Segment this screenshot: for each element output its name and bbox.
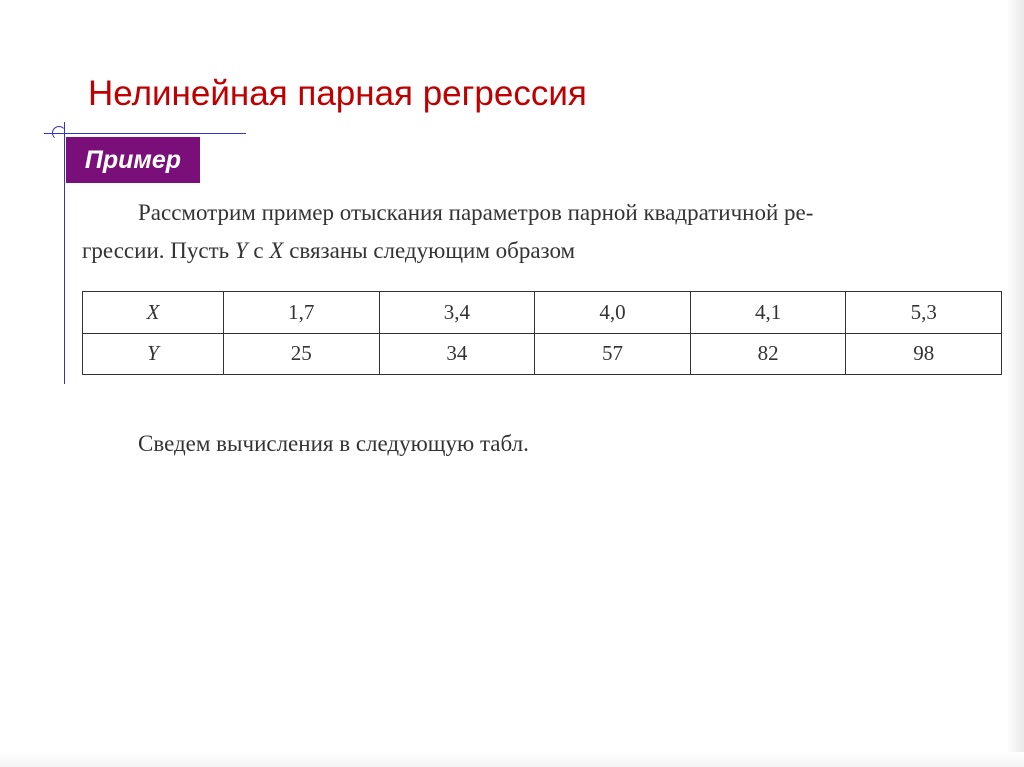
row-label-y: Y: [83, 333, 224, 375]
slide-right-edge: [1006, 0, 1024, 767]
intro-paragraph: [82, 194, 1002, 270]
paragraph-text-a: грессии. Пусть: [82, 238, 235, 263]
table-cell: 4,0: [535, 292, 691, 334]
table-cell: 5,3: [846, 292, 1002, 334]
table-cell: 4,1: [690, 292, 846, 334]
table-cell: 34: [379, 333, 535, 375]
table-row-y: [83, 333, 1002, 375]
decorative-vertical-rule: [64, 122, 65, 384]
paragraph-text-c: связаны следующим образом: [283, 238, 576, 263]
table-cell: 82: [690, 333, 846, 375]
table-cell: 3,4: [379, 292, 535, 334]
data-table: [82, 291, 1002, 375]
table-row-x: [83, 292, 1002, 334]
table-cell: 25: [224, 333, 380, 375]
example-badge: Пример: [66, 137, 200, 183]
paragraph-line-2: [82, 232, 1002, 270]
paragraph-text-b: с: [247, 238, 270, 263]
variable-y: Y: [234, 238, 248, 263]
row-label-x: X: [83, 292, 224, 334]
summary-text: Сведем вычисления в следующую табл.: [138, 431, 529, 456]
slide-bottom-edge: [0, 752, 1024, 767]
table-cell: 57: [535, 333, 691, 375]
paragraph-line-1: Рассмотрим пример отыскания параметров парной квадратичной ре-: [138, 200, 814, 225]
table-cell: 98: [846, 333, 1002, 375]
variable-x: X: [269, 238, 284, 263]
slide-title: Нелинейная парная регрессия: [88, 74, 587, 113]
decorative-horizontal-rule: [44, 133, 246, 134]
table-cell: 1,7: [224, 292, 380, 334]
decorative-arc: [52, 126, 66, 140]
